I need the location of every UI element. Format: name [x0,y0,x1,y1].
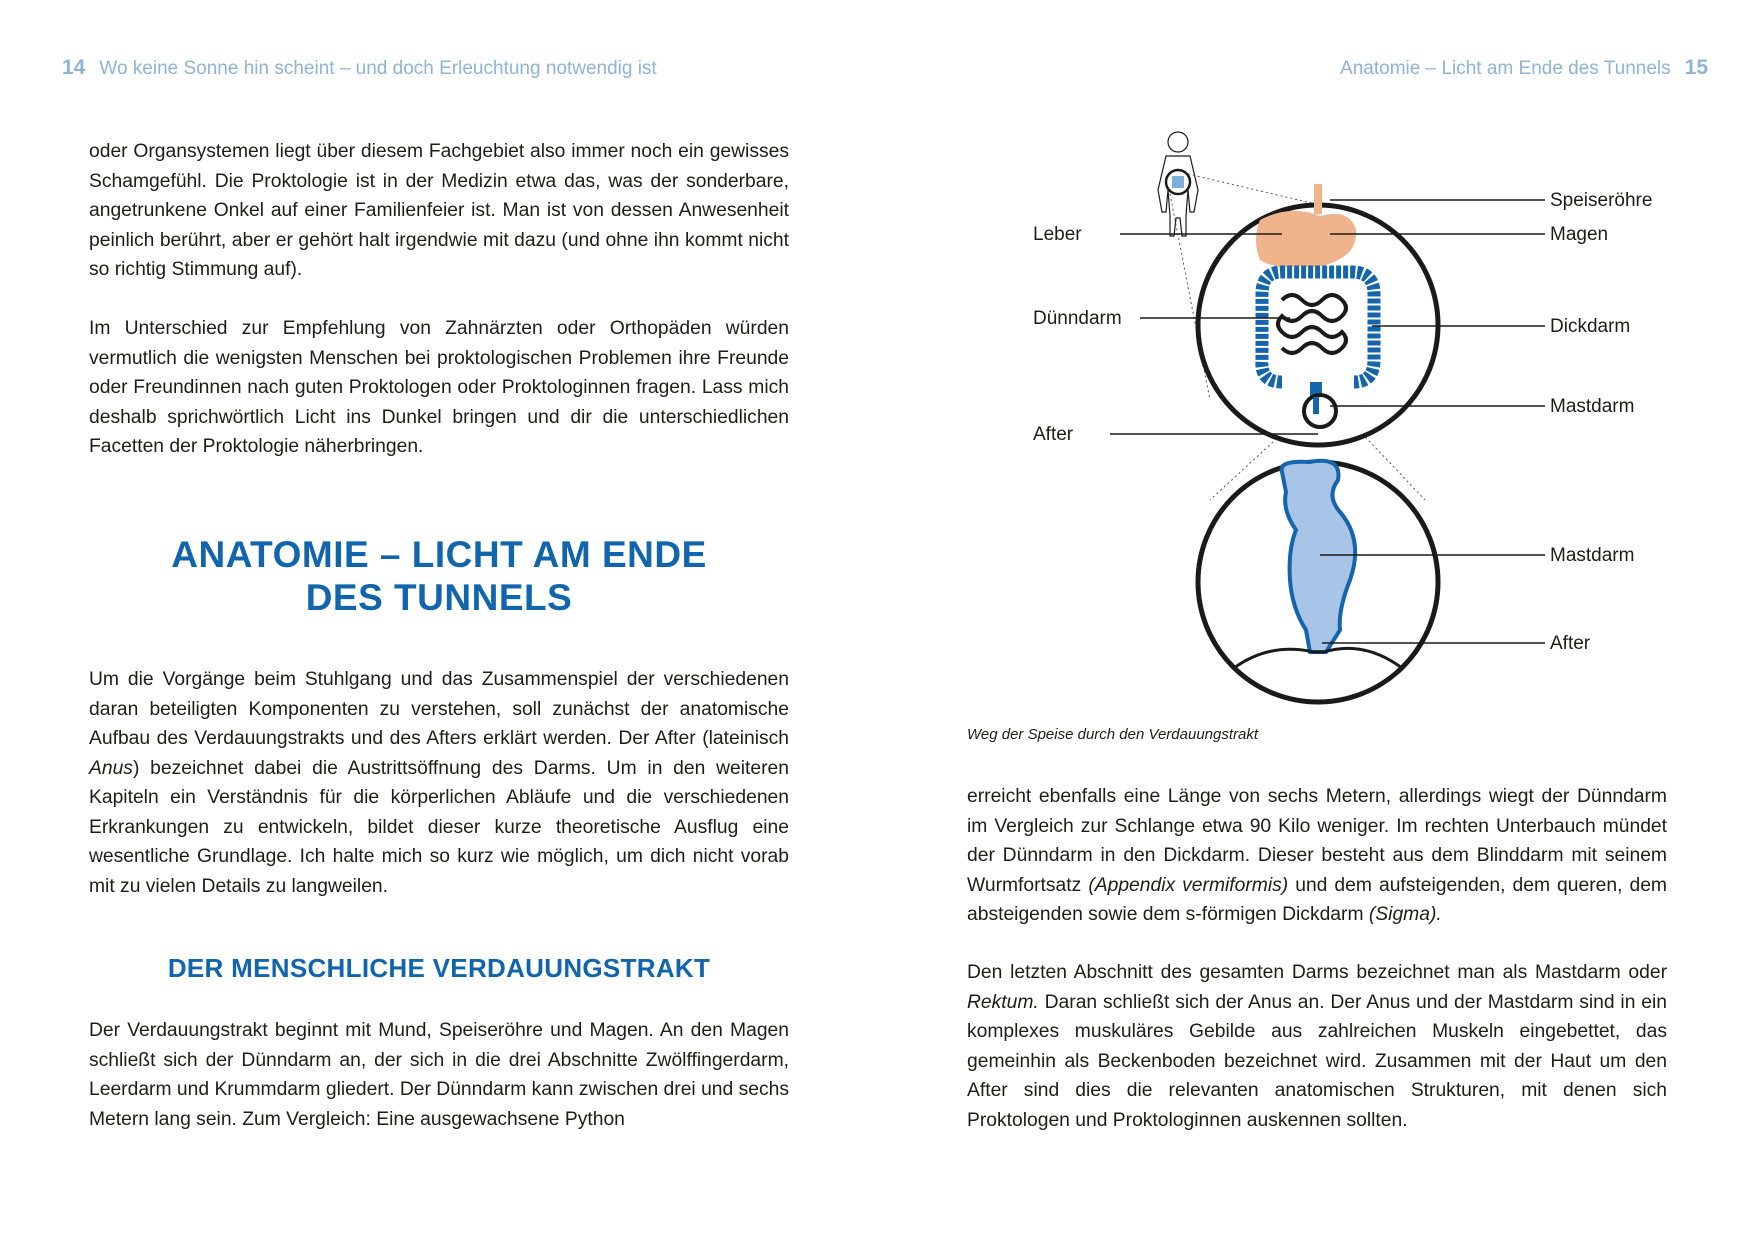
label-magen: Magen [1550,224,1609,245]
running-header-right [1340,56,1708,80]
left-paragraph-1: oder Organsystemen liegt über diesem Fachgebiet also immer noch ein gewisses Schamgefühl. Die Proktologie ist in der Medizin etwa das, was der sonderbare, angetrunkene Onkel auf einer Familienfeier ist. Man ist von dessen Anwesenheit peinlich berührt, aber er gehört halt irgendwie mit dazu (und ohne ihn kommt nicht so richtig Stimmung auf). [89,141,789,280]
human-figure-icon [1158,132,1198,236]
running-title-right: Anatomie – Licht am Ende des Tunnels [1340,58,1671,79]
figure-caption: Weg der Speise durch den Verdauungstrakt [967,726,1259,743]
term-rektum: Rektum. [967,991,1039,1013]
left-paragraph-2: Im Unterschied zur Empfehlung von Zahnärzten oder Orthopäden würden vermutlich die wenigsten Menschen bei proktologischen Problemen ihre Freunde oder Freundinnen nach guten Proktologen oder Proktologinnen fragen. Lass mich deshalb sprichwörtlich Licht ins Dunkel bringen und dir die unterschiedlichen Facetten der Proktologie näherbringen. [89,318,789,457]
anus-zoom-circle [1304,395,1336,427]
left-paragraph-3: Um die Vorgänge beim Stuhlgang und das Zusammenspiel der verschiedenen daran beteiligten Komponenten zu verstehen, soll zunächst der anatomische Aufbau des Verdauungstrakts und des Afters erklärt werden. Der After (lateinisch Anus) bezeichnet dabei die Austrittsöffnung des Darms. Um in den weiteren Kapiteln ein Verständnis für die körperlichen Abläufe und die verschiedenen Erkrankungen zu entwickeln, bildet dieser kurze theoretische Ausflug eine wesentliche Grundlage. Ich halte mich so kurz wie möglich, um dich nicht vorab mit zu vielen Details zu langweilen. [89,669,789,897]
digestive-tract-diagram [1020,120,1700,720]
label-after: After [1033,424,1074,445]
label-mastdarm: Mastdarm [1550,396,1635,417]
label-duenndarm: Dünndarm [1033,308,1122,329]
page-number-right: 15 [1684,56,1708,79]
label-leber: Leber [1033,224,1082,245]
running-header-left [62,56,657,80]
term-sigma: (Sigma). [1368,904,1442,925]
section-heading: DER MENSCHLICHE VERDAUUNGSTRAKT [167,953,711,983]
chapter-heading [89,533,789,619]
term-anus: Anus [89,757,133,779]
right-paragraph-2: Den letzten Abschnitt des gesamten Darms bezeichnet man als Mastdarm oder Rektum. Daran schließt sich der Anus an. Der Anus und der Mastdarm sind in ein komplexes muskuläres Gebilde aus zahlreichen Muskeln eingebettet, das gemeinhin als Beckenboden bezeichnet wird. Zusammen mit der Haut um den After sind dies die relevanten anatomischen Strukturen, mit denen sich Proktologen und Proktologinnen auskennen sollten. [967,962,1667,1131]
right-paragraph-1: erreicht ebenfalls eine Länge von sechs Metern, allerdings wiegt der Dünndarm im Vergleich zur Schlange etwa 90 Kilo weniger. Im rechten Unterbauch mündet der Dünndarm in den Dickdarm. Dieser besteht aus dem Blinddarm mit seinem Wurmfortsatz (Appendix vermiformis) und dem aufsteigenden, dem queren, dem absteigenden sowie dem s-förmigen Dickdarm (Sigma). [967,786,1667,925]
label-mastdarm-zoom: Mastdarm [1550,545,1635,566]
label-speiseroehre: Speiseröhre [1550,190,1653,211]
left-paragraph-4: Der Verdauungstrakt beginnt mit Mund, Speiseröhre und Magen. An den Magen schließt sich der Dünndarm an, der sich in die drei Abschnitte Zwölffingerdarm, Leerdarm und Krummdarm gliedert. Der Dünndarm kann zwischen drei und sechs Metern lang sein. Zum Vergleich: Eine ausgewachsene Python [89,1020,789,1130]
esophagus-shape [1314,184,1322,214]
term-appendix: (Appendix vermiformis) [1088,874,1289,896]
chapter-heading-line-1: ANATOMIE – LICHT AM ENDE [171,534,707,575]
label-after-zoom: After [1550,633,1591,654]
running-title-left: Wo keine Sonne hin scheint – und doch Erleuchtung notwendig ist [99,58,657,79]
digestive-tract-figure [1020,120,1700,720]
label-dickdarm: Dickdarm [1550,316,1631,337]
page-number-left: 14 [62,56,86,79]
chapter-heading-line-2: DES TUNNELS [305,577,573,618]
